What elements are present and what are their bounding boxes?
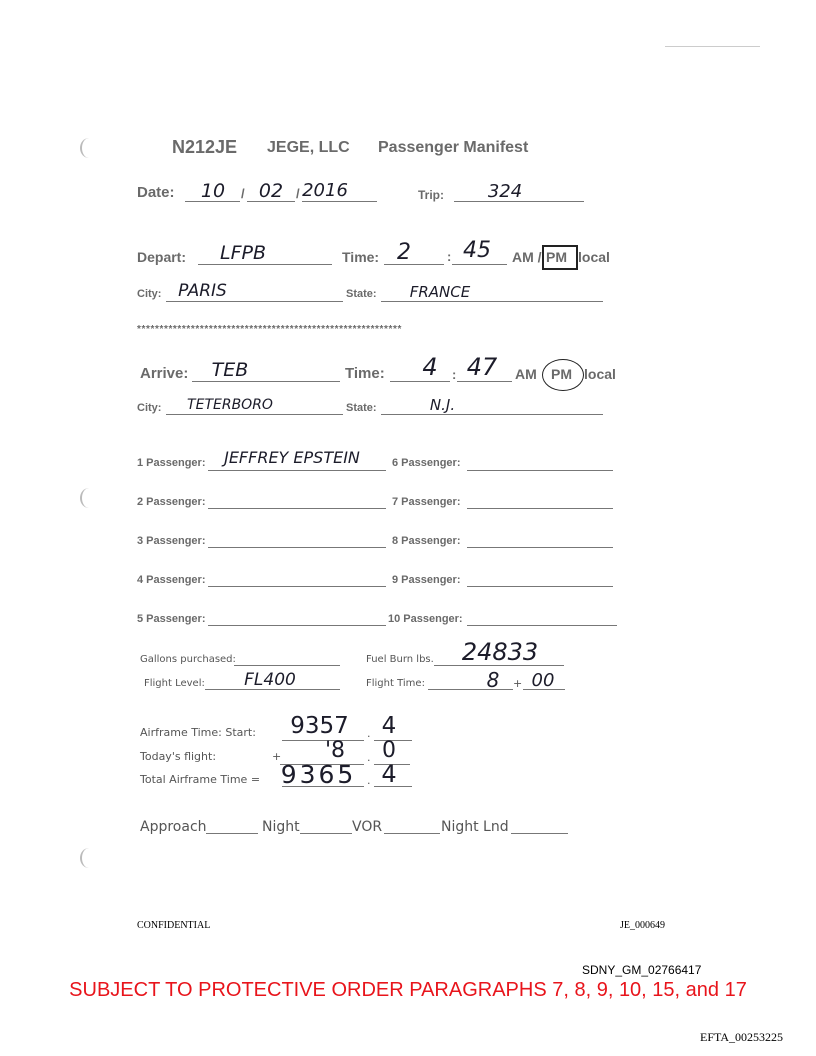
passenger-9-label: 9 Passenger: [392, 574, 461, 586]
arrive-am: AM [515, 366, 537, 382]
todays-flight-whole: '8 [324, 738, 346, 763]
flight-time-minutes: 00 [531, 670, 555, 691]
passenger-7-label: 7 Passenger: [392, 496, 461, 508]
depart-time-label: Time: [342, 249, 380, 265]
todays-flight-label: Today's flight: [140, 750, 217, 763]
arrive-city-label: City: [137, 402, 162, 414]
date-sep: / [296, 186, 300, 201]
date-day: 02 [258, 180, 284, 202]
bates-number: JE_000649 [620, 920, 665, 931]
airframe-start-label: Airframe Time: Start: [140, 726, 256, 739]
flight-time-hours: 8 [486, 668, 500, 692]
depart-city: PARIS [178, 281, 227, 301]
tail-number: N212JE [172, 137, 238, 157]
depart-state: FRANCE [409, 283, 471, 301]
protective-order-notice: SUBJECT TO PROTECTIVE ORDER PARAGRAPHS 7, 8, 9, 10, 15, and 17 [69, 979, 747, 1001]
total-airframe-decimal: 4 [381, 760, 397, 788]
depart-airport: LFPB [219, 242, 266, 264]
arrive-city: TETERBORO [187, 397, 273, 413]
time-colon: : [447, 249, 452, 264]
gallons-label: Gallons purchased: [140, 654, 236, 665]
sdny-number: SDNY_GM_02766417 [582, 963, 702, 977]
arrive-label: Arrive: [140, 365, 189, 382]
depart-state-label: State: [346, 288, 377, 300]
date-sep: / [241, 186, 245, 201]
depart-minute: 45 [463, 238, 491, 263]
decimal-point: . [367, 751, 371, 764]
separator-stars: *********************************************************** [137, 324, 403, 335]
trip-value: 324 [487, 181, 523, 202]
punch-hole-mark [80, 488, 98, 508]
todays-flight-decimal: 0 [382, 738, 396, 763]
airframe-start-decimal: 4 [381, 713, 397, 739]
passenger-10-label: 10 Passenger: [388, 613, 463, 625]
arrive-minute: 47 [466, 353, 498, 381]
approach-label: Approach [140, 819, 207, 835]
punch-hole-mark [80, 138, 98, 158]
flight-level-label: Flight Level: [144, 678, 205, 689]
company-name: JEGE, LLC [267, 139, 350, 156]
fuel-burn-value: 24833 [461, 638, 539, 666]
arrive-pm: PM [551, 366, 572, 382]
date-month: 10 [200, 180, 226, 202]
total-airframe-whole: 9365 [280, 760, 357, 789]
confidential-label: CONFIDENTIAL [137, 920, 211, 931]
night-label: Night [262, 819, 300, 835]
fuel-burn-label: Fuel Burn lbs. [366, 654, 434, 665]
airframe-start-whole: 9357 [290, 713, 349, 739]
passenger-2-label: 2 Passenger: [137, 496, 206, 508]
decimal-point: . [367, 774, 371, 787]
depart-local: local [578, 249, 610, 265]
page-title: Passenger Manifest [378, 139, 529, 156]
plus-sign: + [272, 750, 282, 763]
date-label: Date: [137, 184, 175, 201]
arrive-state-label: State: [346, 402, 377, 414]
passenger-4-label: 4 Passenger: [137, 574, 206, 586]
time-colon: : [452, 367, 457, 382]
punch-hole-mark [80, 848, 98, 868]
flight-time-sep: + [513, 677, 523, 690]
passenger-6-label: 6 Passenger: [392, 457, 461, 469]
passenger-5-label: 5 Passenger: [137, 613, 206, 625]
passenger-1-label: 1 Passenger: [137, 457, 206, 469]
decimal-point: . [367, 727, 371, 740]
scan-artifact-line [665, 46, 760, 47]
depart-city-label: City: [137, 288, 162, 300]
arrive-hour: 4 [422, 353, 438, 381]
depart-am: AM / [512, 249, 542, 265]
arrive-state: N.J. [429, 396, 456, 414]
passenger-1-name: JEFFREY EPSTEIN [224, 448, 360, 467]
night-landing-label: Night Lnd [441, 819, 509, 835]
efta-number: EFTA_00253225 [700, 1030, 784, 1044]
flight-level-value: FL400 [244, 670, 296, 690]
total-airframe-label: Total Airframe Time = [140, 773, 261, 786]
flight-time-label: Flight Time: [366, 678, 425, 689]
arrive-local: local [584, 366, 616, 382]
vor-label: VOR [352, 819, 383, 835]
depart-label: Depart: [137, 249, 187, 265]
arrive-time-label: Time: [345, 365, 385, 382]
depart-pm: PM [546, 249, 567, 265]
depart-hour: 2 [397, 240, 411, 265]
passenger-8-label: 8 Passenger: [392, 535, 461, 547]
passenger-3-label: 3 Passenger: [137, 535, 206, 547]
trip-label: Trip: [418, 188, 444, 202]
arrive-airport: TEB [211, 359, 249, 381]
date-year: 2016 [302, 180, 348, 201]
